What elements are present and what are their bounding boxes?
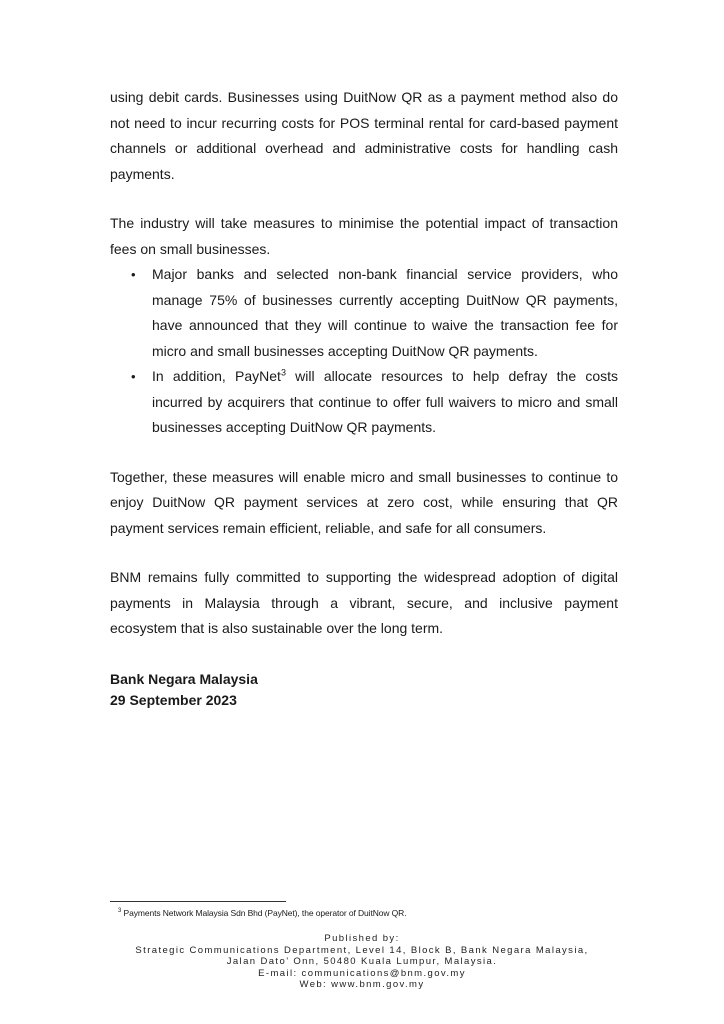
footnote-number: 3 <box>118 908 122 915</box>
signoff-date: 29 September 2023 <box>110 691 237 708</box>
footnote-ref: 3 <box>280 367 286 378</box>
bullet-icon: • <box>131 369 136 384</box>
publisher-web: Web: www.bnm.gov.my <box>299 979 425 990</box>
publisher-address-line1: Strategic Communications Department, Level 14, Block B, Bank Negara Malaysia, <box>135 944 589 956</box>
publisher-address-line2: Jalan Dato’ Onn, 50480 Kuala Lumpur, Malaysia. <box>226 956 498 967</box>
measures-list <box>110 262 618 441</box>
paragraph-debit-cards: using debit cards. Businesses using DuitNow QR as a payment method also do not need to incur recurring costs for POS terminal rental for card-based payment channels or additional overhead and administrative costs for handling cash payments. <box>110 89 618 182</box>
signoff <box>110 669 618 711</box>
bullet-text-paynet-after: will allocate resources to help defray the costs incurred by acquirers that continue to offer full waivers to micro and small businesses accepting DuitNow QR payments. <box>152 368 618 435</box>
body-text <box>110 85 618 711</box>
footnote-divider <box>110 901 286 902</box>
paragraph-bnm-commitment: BNM remains fully committed to supporting the widespread adoption of digital payments in Malaysia through a vibrant, secure, and inclusive payment ecosystem that is also sustainable over the long term. <box>110 569 618 636</box>
footnote-text: Payments Network Malaysia Sdn Bhd (PayNet), the operator of DuitNow QR. <box>123 908 407 918</box>
publisher-heading: Published by: <box>324 933 400 944</box>
publisher-email: E-mail: communications@bnm.gov.my <box>258 967 466 979</box>
bullet-text-paynet-before: In addition, PayNet <box>152 368 281 384</box>
bullet-text-banks: Major banks and selected non-bank financial service providers, who manage 75% of businesses currently accepting DuitNow QR payments, have announced that they will continue to waive the transaction fee for micro and small businesses accepting DuitNow QR payments. <box>152 266 618 359</box>
paragraph-together: Together, these measures will enable micro and small businesses to continue to enjoy DuitNow QR payment services at zero cost, while ensuring that QR payment services remain efficient, reliable, and safe for all consumers. <box>110 468 618 536</box>
footnote <box>118 907 598 919</box>
list-item <box>131 262 618 364</box>
list-item <box>131 364 618 441</box>
paragraph-industry-measures: The industry will take measures to minimise the potential impact of transaction fees on small businesses. <box>110 215 618 257</box>
bullet-icon: • <box>131 267 136 282</box>
signoff-org: Bank Negara Malaysia <box>110 670 258 687</box>
publisher-block <box>0 933 724 991</box>
